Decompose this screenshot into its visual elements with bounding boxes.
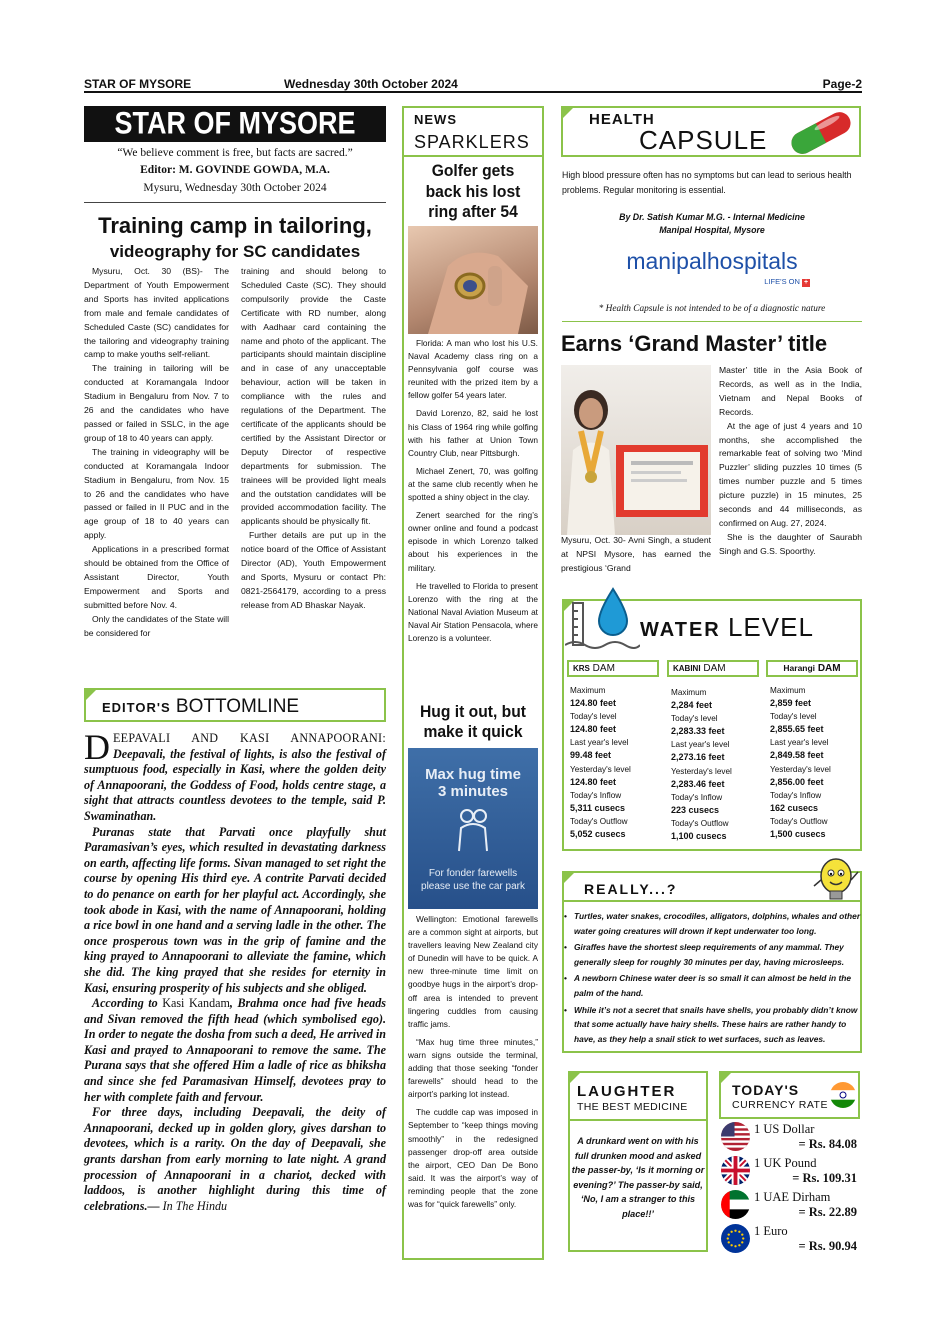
- currency-rate: = Rs. 109.31: [792, 1171, 857, 1185]
- masthead-motto: “We believe comment is free, but facts are sacred.”: [117, 147, 353, 159]
- really-item: • Giraffes have the shortest sleep requirements of any mammal. They generally sleep for roughly 30 minutes per day, having microsleeps.: [562, 940, 862, 969]
- hug-story: [408, 913, 538, 1211]
- water-label-2: LEVEL: [727, 612, 814, 642]
- dam-row-value: 162 cusecs: [770, 802, 819, 813]
- health-label-box: [561, 106, 861, 157]
- dam-row-label: Today's Inflow: [671, 792, 723, 802]
- currency-unit: 1 UAE Dirham: [754, 1190, 831, 1204]
- health-label-2: CAPSULE: [639, 125, 768, 155]
- editorial-text: , Brahma once had five heads and Sivan removed the fifth head (which symbolised ego). In order to negate the dosha from such a deed, He arrived in Kasi and prayed to Annapoorani to remove the same. The Purana says that she offered Him a ladle of rice as bhiksha and since she fed Paramasivan Himself, devotees pray to her with complete faith and fervour.: [84, 996, 387, 1104]
- golfer-paragraph: David Lorenzo, 82, said he lost his Class of 1964 ring while golfing with his father at Union Town Country Club, near Pittsburgh.: [408, 408, 538, 458]
- capsule-pill-icon: [781, 108, 861, 158]
- corner-tag: [719, 1071, 733, 1085]
- editorial-dropcap: D: [84, 727, 110, 767]
- health-label-1: HEALTH: [589, 111, 655, 128]
- currency-label-1: TODAY'S: [732, 1082, 800, 1098]
- golfer-headline: Golfer gets back his lost ring after 54: [425, 161, 521, 221]
- dam-row-value: 124.80 feet: [570, 698, 617, 709]
- editorial-paragraph-4: [84, 1105, 386, 1214]
- header-date: Wednesday 30th October 2024: [284, 77, 458, 91]
- currency-rate: = Rs. 84.08: [798, 1137, 857, 1151]
- currency-row: [721, 1122, 859, 1152]
- dam-row-label: Today's Inflow: [570, 790, 622, 800]
- header-page-number: Page-2: [822, 77, 862, 91]
- news-label-box: [402, 106, 544, 157]
- currency-unit: 1 US Dollar: [754, 1122, 815, 1136]
- dam-row-label: Today's level: [770, 712, 817, 722]
- sign-car-park: please use the car park: [421, 881, 525, 892]
- training-paragraph: The training in videography will be conducted at Koramangala Indoor Stadium in Bengaluru, from Nov. 15 to 26 and the candidates who have passed or failed in II PUC and in the age group of 18 to 40 years can apply.: [84, 446, 229, 541]
- dam-row-label: Today's Outflow: [770, 816, 828, 826]
- currency-row: [721, 1190, 859, 1220]
- training-paragraph: training and should belong to Scheduled Caste (SC). They should compulsorily provide the Caste Certificate with RD number, along with Aadhaar card containing the name and photo of the applicant. The participants should maintain discipline and in case of any unacceptable behaviour, action will be taken in compliance with the rules and regulations of the Department. The certificate of the applicants should be certified by the Assistant Director or Deputy Director of respective departments for submission. The trainees will be provided light meals and the outstation candidates will be provided accommodation facility. The applicants should be physically fit.: [241, 266, 386, 527]
- dam-row-value: 1,100 cusecs: [671, 831, 727, 842]
- editorial-body: [84, 727, 387, 1214]
- plus-icon: +: [803, 279, 809, 286]
- training-column-1: [84, 265, 229, 640]
- masthead-dateline: Mysuru, Wednesday 30th October 2024: [143, 182, 327, 194]
- dam-row-label: Last year's level: [671, 740, 730, 750]
- golfer-paragraph: Zenert searched for the ring’s owner online and found a podcast episode in which Lorenzo talked about his experiences in the military.: [408, 510, 538, 573]
- india-flag-icon: [829, 1081, 857, 1109]
- training-paragraph: Further details are put up in the notice board of the Office of Assistant Director (AD), Youth Empowerment and Sports, Mysuru or contact Ph: 0821-2564179, according to a press release from AD Bhaskar Nayak.: [241, 530, 386, 610]
- health-text: High blood pressure often has no symptoms but can lead to serious health problems. Regular monitoring is essential.: [562, 170, 852, 195]
- masthead-divider: [84, 202, 386, 203]
- currency-row: [721, 1224, 859, 1254]
- training-paragraph: Mysuru, Oct. 30 (BS)- The Department of Youth Empowerment and Sports has invited applications from male and female candidates of Scheduled Caste (SC) candidates for the tailoring and videography training camp to make youths self-reliant.: [84, 266, 229, 360]
- dam-label: DAM: [817, 663, 841, 674]
- golfer-paragraph: Florida: A man who lost his U.S. Naval Academy class ring on a Pennsylvania golf course was reunited with the prized item by a fellow golfer 54 years later.: [408, 338, 538, 401]
- currency-rate: = Rs. 90.94: [798, 1239, 857, 1253]
- really-list: [562, 909, 862, 1048]
- dam-row-value: 1,500 cusecs: [770, 829, 826, 840]
- uk-flag-icon: [721, 1156, 750, 1185]
- currency-label-2: CURRENCY RATE: [732, 1099, 828, 1111]
- dam-row-label: Today's Outflow: [570, 816, 628, 826]
- hug-paragraph: Wellington: Emotional farewells are a common sight at airports, but travellers leaving New Zealand city of Dunedin will have to be quick. A new three-minute time limit on goodbye hugs in the airport’s drop-off area is intended to prevent lingering cuddles from causing traffic jams.: [408, 914, 538, 1029]
- editorial-paragraph: Puranas state that Parvati once playfully shut Paramasivan’s eyes, which resulted in devastating darkness on earth, affecting life forms. Sivan managed to set right the course by opening His third eye. A contrite Parvati decided to do penance on earth for her playful act. Accordingly, she took abode in Kasi, with the name of Annapoorani, holding a rice bowl in one hand and a serving ladle in the other. The once prosperous town was in the grip of famine and the king prayed to Annapoorani to alleviate the famine, which she did. The king prayed that she resides for eternity in Kasi, ensuring prosperity of his subjects and she obliged.: [84, 824, 386, 995]
- dam-row-label: Today's level: [671, 714, 718, 724]
- dam-data-kabini: [671, 686, 766, 843]
- currency-row: [721, 1156, 859, 1186]
- uae-flag-icon: [721, 1190, 750, 1219]
- dam-row-value: 99.48 feet: [570, 750, 612, 761]
- laughter-label-2: THE BEST MEDICINE: [577, 1101, 688, 1113]
- training-paragraph: Only the candidates of the State will be considered for: [84, 613, 229, 638]
- grandmaster-paragraph: She is the daughter of Saurabh Singh and G.S. Spoorthy.: [719, 531, 862, 556]
- corner-tag: [561, 106, 575, 120]
- laughter-label-1: LAUGHTER: [577, 1083, 677, 1100]
- grandmaster-paragraph: Master’ title in the Asia Book of Records, as well as in the India, Vietnam and Nepal Books of Records.: [719, 365, 862, 417]
- corner-tag: [84, 688, 98, 702]
- dam-label: DAM: [592, 663, 615, 674]
- water-drop-gauge-icon: [565, 583, 640, 649]
- editorial-text: According to: [92, 996, 163, 1011]
- lightbulb-face-icon: [812, 856, 862, 904]
- currency-rate: = Rs. 22.89: [798, 1205, 857, 1219]
- grandmaster-photo: [561, 365, 711, 535]
- currency-unit: 1 UK Pound: [754, 1156, 817, 1170]
- dam-name: KABINI: [673, 664, 701, 673]
- water-label: [640, 612, 814, 643]
- dam-row-label: Last year's level: [770, 738, 829, 748]
- dam-label: DAM: [703, 663, 726, 674]
- dam-row-value: 2,859 feet: [770, 698, 812, 709]
- dam-row-label: Today's Inflow: [770, 790, 822, 800]
- editorial-text: For three days, including Deepavali, the deity of Annapoorani, decked up in golden glory, gives darshan to devotees, which is a rarity. On the day of Deepavali, she grants darshan from early morning to late night. A grand procession of Annapoorani in a chariot, decked with laddoos, is another highlight during this time of celebrations.—: [84, 1105, 386, 1213]
- dam-row-value: 5,311 cusecs: [570, 802, 626, 813]
- dam-row-value: 124.80 feet: [570, 724, 617, 735]
- dam-row-label: Maximum: [570, 686, 606, 695]
- manipal-logo-tagline: [740, 277, 810, 287]
- editorial-reference: Kasi Kandam: [162, 996, 230, 1011]
- training-paragraph: Applications in a prescribed format should be obtained from the Office of Assistant Director, Youth Empowerment and Sports and submitted before Nov. 4.: [84, 544, 229, 610]
- golfer-ring-photo: [408, 226, 538, 334]
- currency-label-box: [719, 1071, 860, 1119]
- manipal-logo: manipalhospitals: [626, 248, 798, 274]
- dam-row-label: Maximum: [671, 688, 707, 697]
- dam-row-value: 2,849.58 feet: [770, 750, 824, 761]
- girl-with-certificate-illustration: [561, 365, 711, 535]
- currency-unit: 1 Euro: [754, 1224, 788, 1238]
- editorial-lead: EEPAVALI AND KASI ANNAPOORANI:: [113, 731, 386, 745]
- news-label-2: SPARKLERS: [414, 132, 530, 152]
- editorial-source: In The Hindu: [162, 1198, 228, 1213]
- dam-row-value: 2,855.65 feet: [770, 724, 824, 735]
- dam-header-harangi: [766, 660, 858, 677]
- hug-paragraph: The cuddle cap was imposed in September to “keep things moving smoothly” in the redesigned passenger drop-off area outside the airport, CEO Dan De Bono said. It was the airport’s way of reminding people that the zone was for “quick farewells” only.: [408, 1107, 538, 1209]
- dam-row-value: 223 cusecs: [671, 804, 720, 815]
- really-item: • While it’s not a secret that snails have shells, you probably didn’t know that some actually have hairy shells. These hairs are rather handy to have, as they help a snail stick to wet surfaces, such as leaves.: [562, 1003, 862, 1047]
- training-column-2: [241, 265, 386, 613]
- news-label-1: NEWS: [414, 112, 457, 127]
- dam-name: Harangi: [783, 663, 816, 673]
- dam-row-value: 2,283.33 feet: [671, 726, 725, 737]
- really-label: REALLY...?: [584, 881, 678, 897]
- health-byline-2: Manipal Hospital, Mysore: [659, 225, 765, 235]
- editorial-label-rest: BOTTOMLINE: [175, 696, 300, 717]
- dam-data-harangi: [770, 684, 862, 841]
- health-byline-1: By Dr. Satish Kumar M.G. - Internal Medicine: [619, 212, 805, 222]
- laughter-label-box: [568, 1071, 708, 1121]
- hug-paragraph: “Max hug time three minutes,” warn signs outside the terminal, adding that those seeking “fonder farewells” should head to the airport’s parking lot instead.: [408, 1036, 538, 1100]
- dam-row-value: 2,284 feet: [671, 700, 713, 711]
- health-divider: [562, 321, 862, 322]
- dam-row-label: Yesterday's level: [570, 764, 631, 774]
- sign-minutes: 3 minutes: [437, 783, 509, 800]
- grandmaster-headline: Earns ‘Grand Master’ title: [561, 331, 828, 356]
- water-label-1: WATER: [640, 619, 721, 641]
- grandmaster-caption: Mysuru, Oct. 30- Avni Singh, a student at NPSI Mysore, has earned the prestigious ‘Grand: [561, 535, 711, 573]
- dam-data-krs: [570, 684, 665, 841]
- dam-row-value: 2,856.00 feet: [770, 776, 824, 787]
- dam-row-label: Last year's level: [570, 738, 629, 748]
- dam-row-label: Today's Outflow: [671, 818, 729, 828]
- sign-fonder-farewells: For fonder farewells: [428, 868, 518, 879]
- dam-row-value: 5,052 cusecs: [570, 829, 626, 840]
- training-paragraph: The training in tailoring will be conducted at Koramangala Indoor Stadium in Bengaluru from Nov. 7 to 26 and the candidates who have passed or failed in SSLC, in the age group of 18 to 40 years can apply.: [84, 363, 229, 443]
- really-item: • A newborn Chinese water deer is so small it can almost be held in the palm of the hand.: [562, 971, 862, 1000]
- dam-name: KRS: [573, 664, 590, 673]
- us-flag-icon: [721, 1122, 750, 1151]
- training-subheadline: videography for SC candidates: [109, 242, 361, 261]
- editorial-paragraph-3: [84, 996, 386, 1105]
- hug-icon: [453, 806, 493, 856]
- manipal-tagline-text: LIFE'S ON: [764, 277, 800, 286]
- dam-row-label: Yesterday's level: [671, 766, 732, 776]
- dam-row-label: Maximum: [770, 686, 806, 695]
- corner-tag: [562, 871, 576, 885]
- eu-flag-icon: [721, 1224, 750, 1253]
- really-item: • Turtles, water snakes, crocodiles, alligators, dolphins, whales and other water going creatures will drown if kept underwater too long.: [562, 909, 862, 938]
- dam-header-kabini: [667, 660, 759, 677]
- dam-row-value: 2,273.16 feet: [671, 752, 725, 763]
- golfer-story: [408, 337, 538, 645]
- masthead-title: STAR OF MYSORE: [114, 105, 356, 141]
- golfer-paragraph: Michael Zenert, 70, was golfing at the same club recently when he spotted a shiny object in the clay.: [408, 465, 538, 503]
- grandmaster-story: [719, 364, 862, 559]
- dam-row-value: 124.80 feet: [570, 776, 617, 787]
- masthead-editor: Editor: M. GOVINDE GOWDA, M.A.: [140, 164, 330, 176]
- grandmaster-paragraph: At the age of just 4 years and 10 months, she accomplished the remarkable feat of solving two ‘Mind Puzzler’ sliding puzzles 10 times (5 times number puzzle and 5 times picture puzzle) in 15 minutes, 25 seconds and 44 milliseconds, as confirmed on Aug. 27, 2024.: [719, 420, 862, 528]
- health-disclaimer: * Health Capsule is not intended to be of a diagnostic nature: [598, 304, 826, 314]
- sign-max-hug: Max hug time: [425, 766, 521, 783]
- editorial-paragraph: Deepavali, the festival of lights, is also the festival of sumptuous food, especially in Kasi, where the golden deity of Annapoorani, the Goddess of Food, holds centre stage, a sight that attracts countless devotees to the temple, said P. Swaminathan.: [84, 746, 386, 823]
- dam-header-krs: [567, 660, 659, 677]
- header-paper-name: STAR OF MYSORE: [84, 77, 192, 91]
- dam-row-value: 2,283.46 feet: [671, 778, 725, 789]
- masthead-banner: [84, 106, 386, 142]
- editorial-label-bold: EDITOR'S: [102, 700, 171, 715]
- page-header: [84, 77, 862, 93]
- hug-headline: Hug it out, but make it quick: [420, 702, 526, 741]
- editorial-label-box: [84, 688, 386, 722]
- dam-row-label: Today's level: [570, 712, 617, 722]
- golfer-paragraph: He travelled to Florida to present Lorenzo with the ring at the National Naval Aviation Museum at Naval Air Station Pensacola, where Lorenzo is a volunteer.: [408, 580, 538, 643]
- training-headline: Training camp in tailoring,: [98, 213, 372, 238]
- dam-row-label: Yesterday's level: [770, 764, 831, 774]
- hug-sign-photo: [408, 748, 538, 909]
- hand-ring-illustration: [408, 226, 538, 334]
- laughter-joke: A drunkard went on with his full drunken mood and asked the passer-by, ‘Is it morning or evening?’ The passer-by said, ‘No, I am a stranger to this place!!’: [571, 1136, 705, 1219]
